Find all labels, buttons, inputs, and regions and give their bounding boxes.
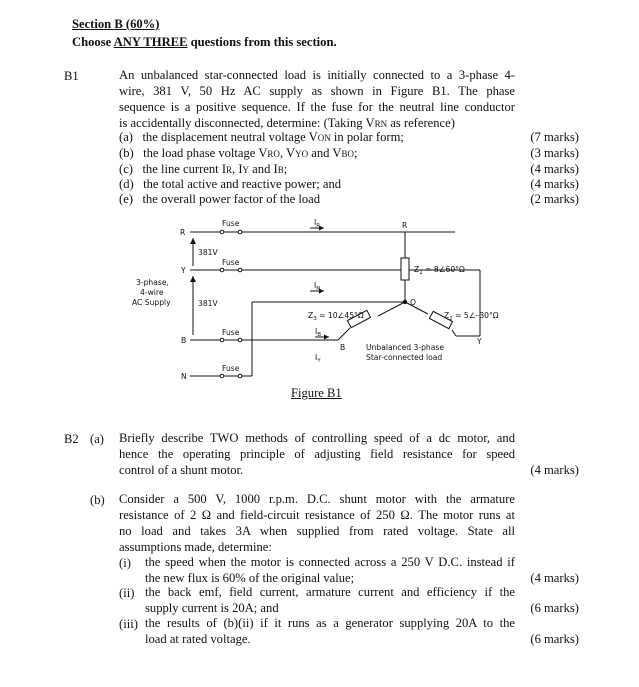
b2-sub-ii-label: (ii) — [119, 586, 135, 600]
b2-sub-iii-label: (iii) — [119, 617, 138, 631]
voltage-label-yb: 381V — [198, 299, 218, 308]
b1-marks-a: (7 marks) — [530, 130, 579, 144]
b2-b-line-4: assumptions made, determine: — [119, 540, 272, 554]
b2-b-line-1: Consider a 500 V, 1000 r.p.m. D.C. shunt motor with the armature — [119, 492, 515, 506]
current-label-ib: $I_B$ — [315, 327, 322, 338]
b1-intro-line-1: An unbalanced star-connected load is initially connected to a 3-phase 4- — [119, 68, 515, 82]
b2-a-line-2: hence the operating principle of adjusting field resistance for speed — [119, 447, 515, 461]
line-label-r: R — [180, 228, 186, 237]
line-label-y: Y — [181, 266, 186, 275]
fuse-label-n: Fuse — [222, 364, 240, 373]
supply-label-1: 3-phase, — [136, 278, 169, 287]
b2-sub-iii-line-2: load at rated voltage. — [145, 632, 251, 646]
b2-sub-iii-marks: (6 marks) — [530, 632, 579, 646]
b2-sub-i-label: (i) — [119, 556, 131, 570]
b1-intro-line-2: wire, 381 V, 50 Hz AC supply as shown in Figure B1. The phase — [119, 84, 515, 98]
question-number-b2: B2 — [64, 432, 79, 446]
b1-intro-line-3: sequence is a positive sequence. If the fuse for the neutral line conductor — [119, 100, 515, 114]
b2-part-b-label: (b) — [90, 493, 105, 507]
node-label-y: Y — [477, 337, 482, 346]
load-label-1: Unbalanced 3-phase — [366, 343, 444, 352]
b2-sub-i-marks: (4 marks) — [530, 571, 579, 585]
b2-a-line-1: Briefly describe TWO methods of controlling speed of a dc motor, and — [119, 431, 515, 445]
b1-item-c: (c) the line current IR, IY and IB; — [119, 162, 288, 176]
b1-item-b: (b) the load phase voltage VRO, VYO and VBO; — [119, 146, 358, 160]
fuse-label-b: Fuse — [222, 328, 240, 337]
fuse-label-r: Fuse — [222, 219, 240, 228]
impedance-label-z1: $Z_1$ = 8∠60°Ω — [414, 265, 465, 276]
node-label-r: R — [402, 221, 408, 230]
current-label-iy: $I_Y$ — [315, 353, 321, 364]
impedance-label-z2: $Z_2$ = 5∠–30°Ω — [444, 311, 499, 322]
current-label-ir: $I_R$ — [314, 218, 321, 229]
b1-item-a: (a) the displacement neutral voltage VON in polar form; — [119, 130, 404, 144]
question-number-b1: B1 — [64, 69, 79, 83]
supply-label-2: 4-wire — [140, 288, 164, 297]
b1-marks-d: (4 marks) — [530, 177, 579, 191]
b2-a-line-3: control of a shunt motor. — [119, 463, 244, 477]
b1-intro-line-4: is accidentally disconnected, determine: (Taking VRN as reference) — [119, 116, 455, 130]
impedance-label-z3: $Z_3$ = 10∠45°Ω — [308, 311, 364, 322]
b1-item-e: (e) the overall power factor of the load — [119, 192, 321, 206]
load-label-2: Star-connected load — [366, 353, 443, 362]
voltage-label-ry: 381V — [198, 248, 218, 257]
b2-sub-iii-line-1: the results of (b)(ii) if it runs as a generator supplying 20A to the — [145, 616, 515, 630]
b2-a-marks: (4 marks) — [530, 463, 579, 477]
section-title: Section B (60%) — [72, 17, 160, 31]
b2-sub-ii-marks: (6 marks) — [530, 601, 579, 615]
b2-sub-i-line-2: the new flux is 60% of the original value; — [145, 571, 355, 585]
supply-label-3: AC Supply — [132, 298, 171, 307]
node-label-b: B — [340, 343, 346, 352]
b2-sub-i-line-1: the speed when the motor is connected across a 250 V D.C. instead if — [145, 555, 515, 569]
b1-marks-b: (3 marks) — [530, 146, 579, 160]
b2-part-a-label: (a) — [90, 432, 104, 446]
line-label-n: N — [181, 372, 187, 381]
b2-b-line-2: resistance of 2 Ω and field-circuit resistance of 250 Ω. The motor runs at — [119, 508, 515, 522]
node-label-o: O — [410, 298, 416, 307]
b1-item-d: (d) the total active and reactive power; and — [119, 177, 342, 191]
b2-sub-ii-line-1: the back emf, field current, armature current and efficiency if the — [145, 585, 515, 599]
fuse-label-y: Fuse — [222, 258, 240, 267]
b2-b-line-3: no load and takes 3A when supplied from rated voltage. State all — [119, 524, 515, 538]
section-instruction: Choose ANY THREE questions from this section. — [72, 35, 337, 49]
b1-marks-c: (4 marks) — [530, 162, 579, 176]
current-label-in: $I_N$ — [314, 281, 321, 292]
b1-marks-e: (2 marks) — [530, 192, 579, 206]
figure-caption: Figure B1 — [291, 386, 342, 400]
line-label-b: B — [181, 336, 187, 345]
b2-sub-ii-line-2: supply current is 20A; and — [145, 601, 279, 615]
